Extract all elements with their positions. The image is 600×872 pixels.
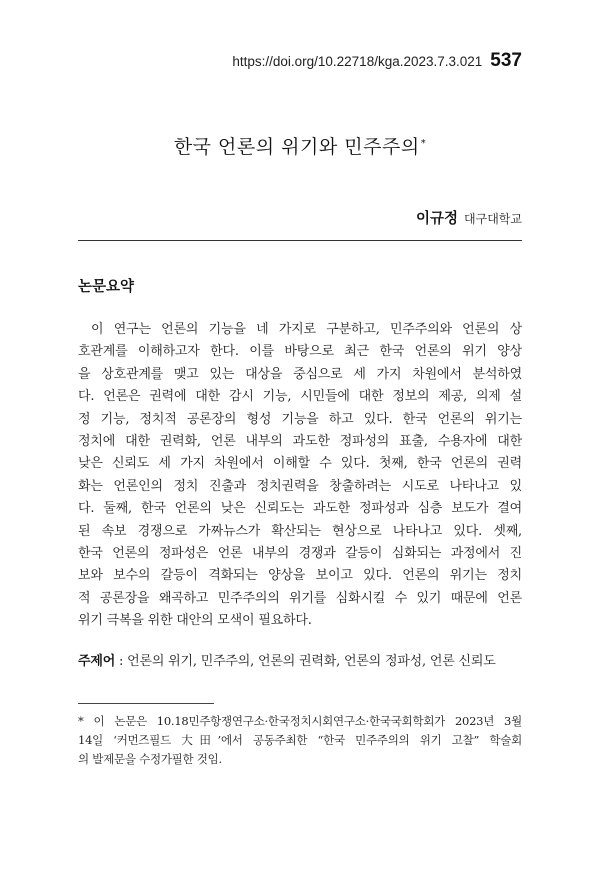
- keywords-label: 주제어: [78, 654, 116, 669]
- footnote-line: 14일 ‘커먼즈필드 大田’에서 공동주최한 “한국 민주주의의 위기 고찰” 학술회: [78, 732, 522, 747]
- abstract-line: 다. 언론은 권력에 대한 감시 기능, 시민들에 대한 정보의 제공, 의제 설: [78, 389, 522, 405]
- abstract-line: 을 상호관계를 맺고 있는 대상을 중심으로 세 가지 차원에서 분석하였: [78, 366, 522, 382]
- paper-title-text: 한국 언론의 위기와 민주주의: [173, 136, 420, 158]
- running-header: [232, 50, 522, 72]
- abstract-line: 화는 언론인의 정치 진출과 정치권력을 창출하려는 시도로 나타나고 있: [78, 478, 522, 494]
- abstract-line: 낮은 신뢰도 세 가지 차원에서 이해할 수 있다. 첫째, 한국 언론의 권력: [78, 456, 522, 472]
- header-divider: [78, 240, 522, 241]
- abstract-line: 적 공론장을 왜곡하고 민주주의의 위기를 심화시킬 수 있기 때문에 언론: [78, 590, 522, 606]
- keywords-separator: :: [115, 654, 128, 669]
- abstract-line: 보와 보수의 갈등이 격화되는 양상을 보이고 있다. 언론의 위기는 정치: [78, 568, 522, 584]
- abstract-line: 이 연구는 언론의 기능을 네 가지로 구분하고, 민주주의와 언론의 상: [91, 322, 522, 337]
- footnote-line: * 이 논문은 10.18민주항쟁연구소·한국정치시회연구소·한국국회학회가 2023년 3월: [78, 714, 522, 728]
- keywords-text: 언론의 위기, 민주주의, 언론의 권력화, 언론의 정파성, 언론 신뢰도: [127, 654, 496, 669]
- abstract-line: 호관계를 이해하고자 한다. 이를 바탕으로 최근 한국 언론의 위기 양상: [78, 344, 522, 360]
- abstract-line: 된 속보 경쟁으로 가짜뉴스가 확산되는 현상으로 나타나고 있다. 셋째,: [78, 523, 522, 539]
- footnote-divider: [78, 703, 214, 704]
- abstract-line: 정 기능, 정치적 공론장의 형성 기능을 하고 있다. 한국 언론의 위기는: [78, 411, 522, 427]
- abstract-heading: 논문요약: [78, 279, 135, 295]
- author-affiliation: 대구대학교: [464, 212, 522, 226]
- footnote: [78, 712, 522, 768]
- footnote-line: 의 발제문을 수정가필한 것임.: [78, 751, 222, 766]
- abstract-line: 한국 언론의 정파성은 언론 내부의 경쟁과 갈등이 심화되는 과정에서 진: [78, 545, 522, 561]
- title-footnote-marker[interactable]: *: [420, 137, 427, 149]
- author-name: 이규정: [416, 211, 459, 227]
- doi-link[interactable]: https://doi.org/10.22718/kga.2023.7.3.021: [232, 54, 483, 69]
- keywords: [78, 650, 522, 669]
- abstract-line: 정치에 대한 권력화, 언론 내부의 과도한 정파성의 표출, 수용자에 대한: [78, 433, 522, 449]
- page-number: 537: [490, 50, 522, 71]
- author-block: [416, 207, 522, 228]
- abstract-body: [78, 319, 522, 632]
- abstract-line: 위기 극복을 위한 대안의 모색이 필요하다.: [78, 613, 312, 629]
- paper-title: [0, 132, 600, 159]
- abstract-line: 다. 둘째, 한국 언론의 낮은 신뢰도는 과도한 정파성과 심층 보도가 결여: [78, 501, 522, 517]
